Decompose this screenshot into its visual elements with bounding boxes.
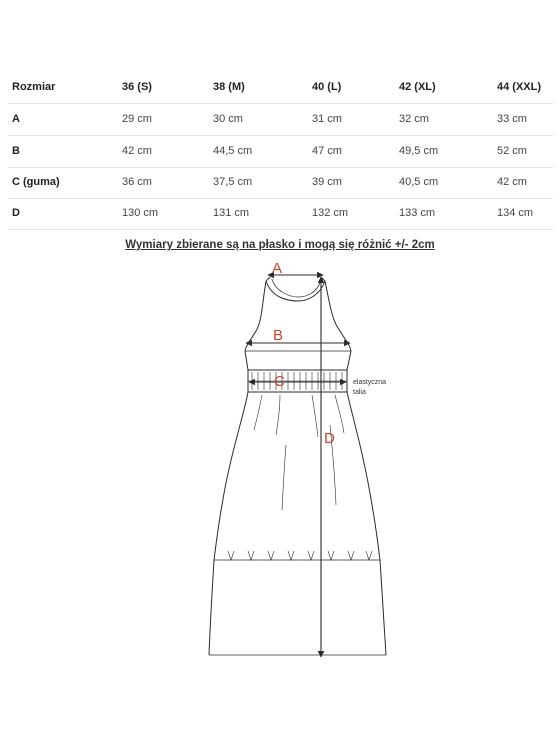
waist-note-line-1: elastyczna <box>353 379 387 386</box>
table-cell: 44,5 cm <box>213 145 253 157</box>
table-cell: 131 cm <box>213 207 250 219</box>
table-row <box>8 135 553 168</box>
measure-label-b: B <box>273 327 284 344</box>
row-label: C (guma) <box>12 176 60 188</box>
waist-note-line-2: talia <box>353 389 366 396</box>
table-row <box>8 197 553 230</box>
table-cell: 36 cm <box>122 176 152 188</box>
table-cell: 33 cm <box>497 113 527 125</box>
table-cell: 134 cm <box>497 207 534 219</box>
table-cell: 31 cm <box>312 113 342 125</box>
table-cell: 132 cm <box>312 207 349 219</box>
table-cell: 42 cm <box>122 145 152 157</box>
header-cell: 38 (M) <box>213 81 245 93</box>
table-cell: 52 cm <box>497 145 527 157</box>
table-cell: 32 cm <box>399 113 429 125</box>
measure-label-d: D <box>324 430 335 447</box>
dress-outline <box>209 277 386 655</box>
header-cell: 42 (XL) <box>399 81 436 93</box>
table-row <box>8 166 553 199</box>
row-label: D <box>12 207 20 219</box>
measurement-note: Wymiary zbierane są na płasko i mogą się różnić +/- 2cm <box>125 239 435 251</box>
row-label: B <box>12 145 20 157</box>
header-cell: Rozmiar <box>12 81 56 93</box>
table-cell: 30 cm <box>213 113 243 125</box>
table-cell: 42 cm <box>497 176 527 188</box>
table-cell: 49,5 cm <box>399 145 439 157</box>
measure-label-c: C <box>274 373 285 390</box>
table-cell: 40,5 cm <box>399 176 439 188</box>
dress-measurement-diagram <box>0 255 560 735</box>
measure-label-a: A <box>272 260 283 277</box>
header-cell: 44 (XXL) <box>497 81 542 93</box>
table-cell: 37,5 cm <box>213 176 253 188</box>
table-cell: 130 cm <box>122 207 159 219</box>
header-cell: 36 (S) <box>122 81 152 93</box>
table-cell: 29 cm <box>122 113 152 125</box>
header-cell: 40 (L) <box>312 81 342 93</box>
row-label: A <box>12 113 20 125</box>
table-cell: 47 cm <box>312 145 342 157</box>
table-header-row <box>8 71 553 104</box>
measurement-lines <box>246 275 350 657</box>
table-cell: 39 cm <box>312 176 342 188</box>
table-cell: 133 cm <box>399 207 436 219</box>
table-row <box>8 103 553 136</box>
